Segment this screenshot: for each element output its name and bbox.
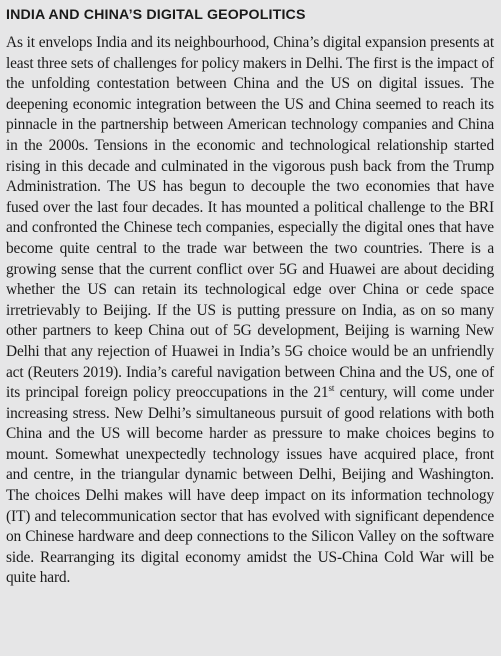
paragraph-text-end: century, will come under increasing stress. New Delhi’s simultaneous pursuit of good relations with both China and the US will become harder as pressure to make choices begins to mount. Somewhat unexpectedly technology issues have acquired place, front and centre, in the triangular dynamic between Delhi, Beijing and Washington. The choices Delhi makes will have deep impact on its information technology (IT) and telecommunication sector that has evolved with significant dependence on Chinese hardware and deep connections to the Silicon Valley on the software side. Rearranging its digital economy amidst the US-China Cold War will be quite hard. <box>6 384 495 587</box>
paragraph-text-start: As it envelops India and its neighbourhood, China’s digital expansion presents at least three sets of challenges for policy makers in Delhi. The first is the impact of the unfolding contestation between China and the US on digital issues. The deepening economic integration between the US and China seemed to reach its pinnacle in the partnership between American technology companies and China in the 2000s. Tensions in the economic and technological relationship started rising in this decade and culminated in the vigorous push back from the Trump Administration. The US has begun to decouple the two economies that have fused over the last four decades. It has mounted a political challenge to the BRI and confronted the Chinese tech companies, especially the digital ones that have become quite central to the trade war between the two countries. There is a growing sense that the current conflict over 5G and Huawei are about deciding whether the US can retain its technological edge over China or cede space irretrievably to Beijing. If the US is putting pressure on India, as on so many other partners to keep China out of 5G development, Beijing is warning New Delhi that any rejection of Huawei in India’s 5G choice would be an unfriendly act (Reuters 2019). India’s careful navigation between China and the US, one of its principal foreign policy preoccupations in the 21 <box>6 34 494 402</box>
box-paragraph <box>6 33 494 589</box>
box-title: INDIA AND CHINA’S DIGITAL GEOPOLITICS <box>6 7 306 23</box>
ordinal-superscript: st <box>328 382 335 393</box>
